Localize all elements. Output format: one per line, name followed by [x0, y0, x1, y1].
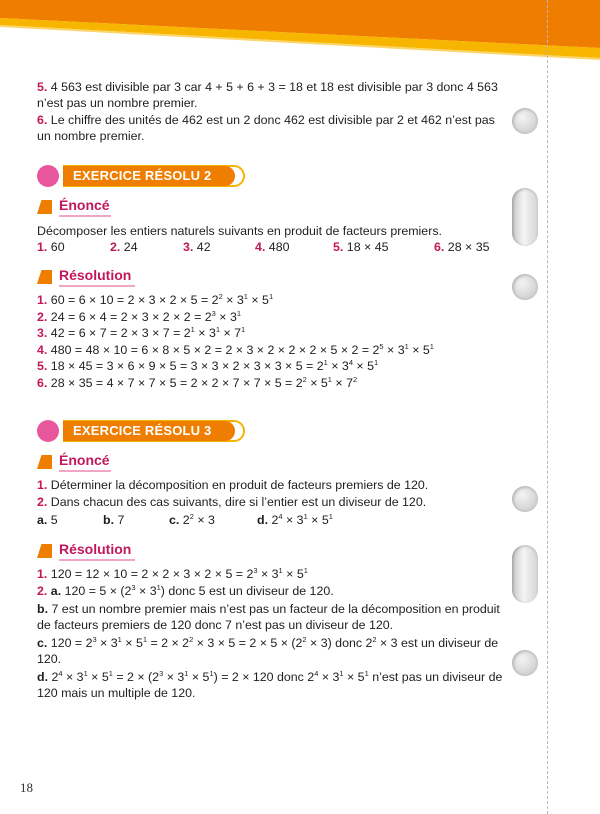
section-flag-icon: [37, 544, 52, 558]
resolution-line: 5. $18 \times 45 = 3 \times 6 \times 9 \times 5 = 3 \times 3 \times 2 \times 3 \times 3 \times 5 = 2^1 \times 3^4 \times 5^1$: [37, 358, 379, 374]
page-number: 18: [20, 780, 33, 795]
ex3-enonce-2: 2. Dans chacun des cas suivants, dire si l’entier est un diviseur de 120.: [37, 495, 427, 509]
exercise-circle-icon: [37, 420, 59, 442]
exercise-title: EXERCICE RÉSOLU 2: [73, 168, 212, 183]
section-flag-icon: [37, 200, 52, 214]
resolution-line: 6. $28 \times 35 = 4 \times 7 \times 7 \times 5 = 2 \times 2 \times 7 \times 7 \times 5 = 2^2 \times 5^1 \times 7^2$: [37, 375, 358, 390]
binder-hole-icon: [512, 274, 538, 300]
paragraph-6: [37, 113, 505, 144]
exercise-2-header: [37, 165, 247, 187]
resolution-paragraph: b. 7 est un nombre premier mais n’est pas un facteur de la décomposition en produit de facteurs premiers de 120 donc 7 n’est pas un diviseur de 120.: [37, 602, 500, 632]
exercise-circle-icon: [37, 165, 59, 187]
resolution-line: 2. $24 = 6 \times 4 = 2 \times 3 \times 2 \times 2 = 2^3 \times 3^1$: [37, 308, 242, 324]
binder-hole-icon: [512, 486, 538, 512]
paragraph-text: 4 563 est divisible par 3 car 4 + 5 + 6 + 3 = 18 et 18 est divisible par 3 donc 4 563 n’est pas un nombre premier.: [37, 80, 498, 110]
exercise-3-header: [37, 420, 247, 442]
paragraph-5: [37, 80, 505, 111]
resolution-line: 3. $42 = 6 \times 7 = 2 \times 3 \times 7 = 2^1 \times 3^1 \times 7^1$: [37, 325, 246, 341]
ex2-items-row: 1. 60 2. 24 3. 42 4. 480 5. 18 × 45 6. 28 × 35: [37, 240, 490, 254]
section-title: Résolution: [59, 267, 132, 283]
section-title: Résolution: [59, 541, 132, 557]
ex3-enonce-1: 1. Déterminer la décomposition en produit de facteurs premiers de 120.: [37, 478, 429, 492]
item-number: 6.: [37, 113, 48, 127]
binder-slot-icon: [512, 188, 538, 246]
resolution-paragraph: 1. $120 = 12 \times 10 = 2 \times 2 \times 3 \times 2 \times 5 = 2^3 \times 3^1 \times 5^1$: [37, 566, 308, 581]
header-banner: [0, 0, 600, 64]
resolution-line: 1. $60 = 6 \times 10 = 2 \times 3 \times 2 \times 5 = 2^2 \times 3^1 \times 5^1$: [37, 292, 274, 307]
section-flag-icon: [37, 455, 52, 469]
resolution-paragraph: c. $120 = 2^3 \times 3^1 \times 5^1 = 2 \times 2^2 \times 3 \times 5 = 2 \times 5 \times (2^2 \times 3)$ donc $2^2 \times 3$ est un diviseur de 120.: [37, 635, 499, 666]
section-title: Énoncé: [59, 197, 110, 213]
section-title: Énoncé: [59, 452, 110, 468]
margin-dashed-line: [547, 0, 548, 814]
binder-hole-icon: [512, 650, 538, 676]
binder-slot-icon: [512, 545, 538, 603]
enonce-text: Décomposer les entiers naturels suivants en produit de facteurs premiers.: [37, 224, 442, 238]
exercise-title: EXERCICE RÉSOLU 3: [73, 423, 212, 438]
paragraph-text: Le chiffre des unités de 462 est un 2 donc 462 est divisible par 2 et 462 n’est pas un nombre premier.: [37, 113, 495, 143]
resolution-paragraph: d. $2^4 \times 3^1 \times 5^1 = 2 \times (2^3 \times 3^1 \times 5^1) = 2 \times 120$ donc $2^4 \times 3^1 \times 5^1$ n’est pas un diviseur de 120 mais un multiple de 120.: [37, 669, 503, 700]
resolution-line: 4. $480 = 48 \times 10 = 6 \times 8 \times 5 \times 2 = 2 \times 3 \times 2 \times 2 \times 2 \times 5 \times 2 = 2^5 \times 3^1 \times 5^1$: [37, 341, 434, 357]
resolution-paragraph: 2. a. $120 = 5 \times (2^3 \times 3^1)$ donc 5 est un diviseur de 120.: [37, 583, 334, 598]
section-flag-icon: [37, 270, 52, 284]
item-number: 5.: [37, 80, 48, 94]
ex3-cases-row: a. 5 b. 7 c. $2^2 \times 3$ d. $2^4 \times 3^1 \times 5^1$: [37, 512, 333, 527]
binder-hole-icon: [512, 108, 538, 134]
